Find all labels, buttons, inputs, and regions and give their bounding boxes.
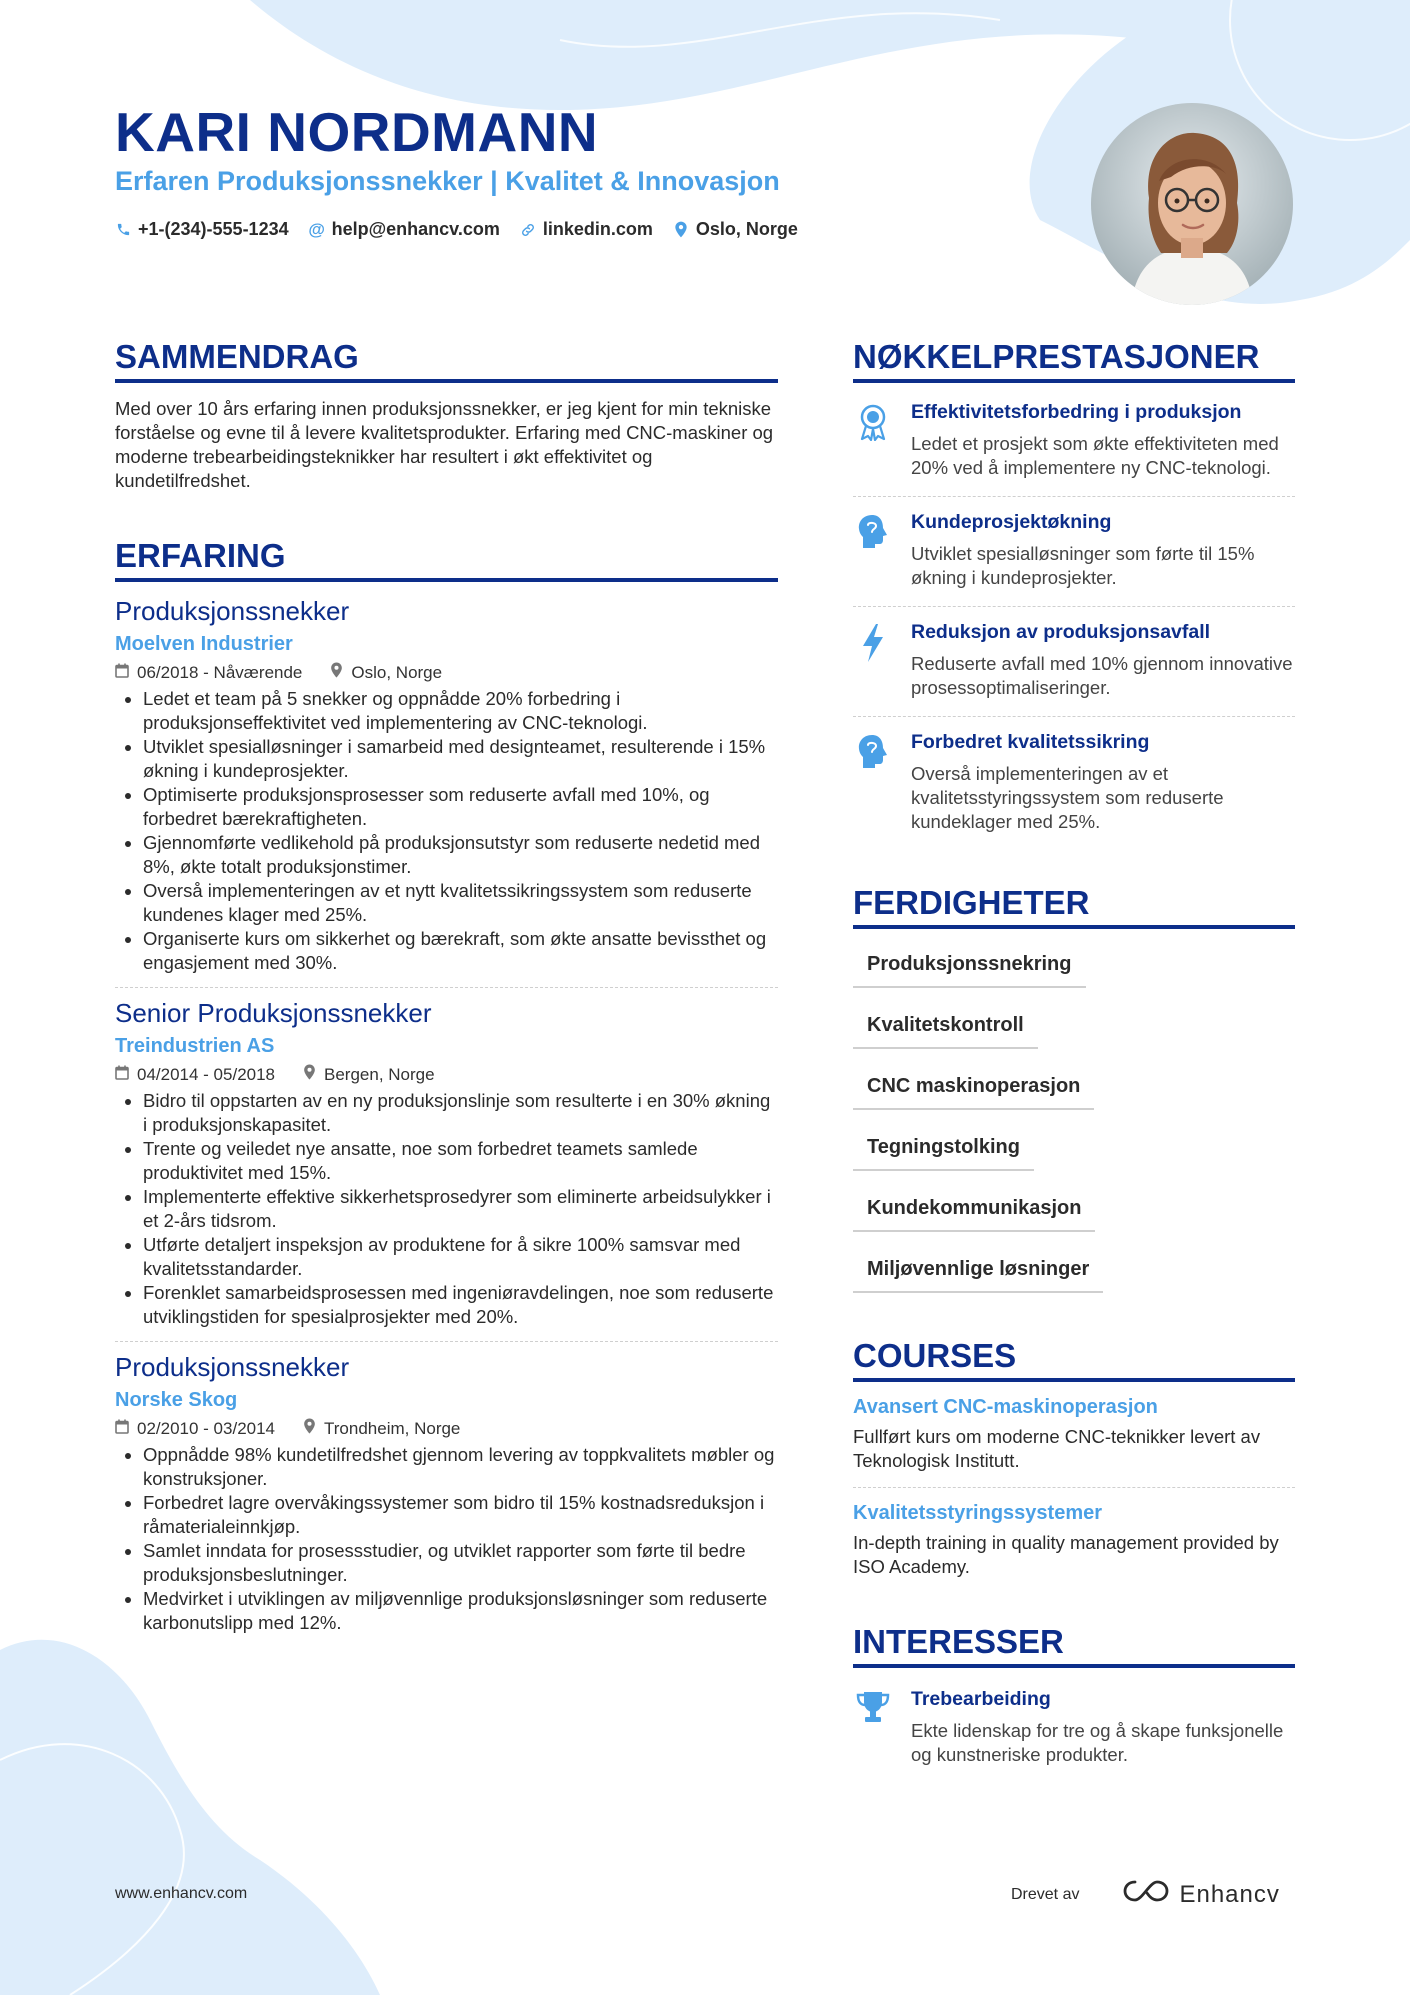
job-bullets xyxy=(115,687,778,975)
calendar-icon xyxy=(115,663,129,683)
achievement-desc: Ledet et prosjekt som økte effektiviteten med 20% ved å implementere ny CNC-teknologi. xyxy=(911,433,1279,478)
profile-photo xyxy=(1091,103,1293,305)
courses-section xyxy=(853,1337,1295,1593)
experience-section xyxy=(115,537,778,1647)
location-pin-icon xyxy=(303,1418,316,1439)
job-dates-text: 02/2010 - 03/2014 xyxy=(137,1418,276,1438)
head-idea-icon xyxy=(853,731,893,834)
infinity-logo-icon xyxy=(1123,1878,1169,1911)
job-title: Senior Produksjonssnekker xyxy=(115,998,432,1028)
job-bullet: • Oppnådde 98% kundetilfredshet gjennom levering av toppkvalitets møbler og konstruksjoner. xyxy=(143,1443,778,1491)
skill-tag: Tegningstolking xyxy=(853,1126,1034,1171)
job-bullet: • Bidro til oppstarten av en ny produksjonslinje som resulterte i en 30% økning i produksjonskapasitet. xyxy=(143,1089,778,1137)
course-desc: Fullført kurs om moderne CNC-teknikker levert av Teknologisk Institutt. xyxy=(853,1426,1261,1471)
contact-email[interactable] xyxy=(309,219,500,240)
job-company: Norske Skog xyxy=(115,1389,238,1411)
job-bullets xyxy=(115,1089,778,1329)
job-company: Treindustrien AS xyxy=(115,1035,275,1057)
achievement-title: Forbedret kvalitetssikring xyxy=(911,731,1150,753)
interest-title: Trebearbeiding xyxy=(911,1688,1051,1710)
achievement-item xyxy=(853,717,1295,850)
course-item xyxy=(853,1487,1295,1593)
contact-phone[interactable] xyxy=(115,219,289,240)
location-pin-icon xyxy=(303,1064,316,1085)
email-text: help@enhancv.com xyxy=(331,219,500,239)
course-desc: In-depth training in quality management provided by ISO Academy. xyxy=(853,1532,1279,1577)
achievement-title: Kundeprosjektøkning xyxy=(911,511,1112,533)
job-location-text: Trondheim, Norge xyxy=(324,1418,461,1438)
interests-section xyxy=(853,1623,1295,1783)
job-bullet: • Organiserte kurs om sikkerhet og bærekraft, som økte ansatte bevissthet og engasjement med 30%. xyxy=(143,927,778,975)
achievement-title: Effektivitetsforbedring i produksjon xyxy=(911,401,1242,423)
achievements-title: NØKKELPRESTASJONER xyxy=(853,338,1295,383)
job-bullet: • Trente og veiledet nye ansatte, noe som forbedret teamets samlede produktivitet med 15%. xyxy=(143,1137,778,1185)
skills-title: FERDIGHETER xyxy=(853,884,1295,929)
trophy-icon xyxy=(853,1688,893,1767)
job-company: Moelven Industrier xyxy=(115,633,293,655)
job-bullet: • Utviklet spesialløsninger i samarbeid med designteamet, resulterende i 15% økning i kundeprosjekter. xyxy=(143,735,778,783)
at-icon: @ xyxy=(308,219,325,239)
job-entry xyxy=(115,596,778,987)
summary-text: Med over 10 års erfaring innen produksjonssnekker, er jeg kjent for min tekniske forståelse og evne til å levere kvalitetsprodukter. Erfaring med CNC-maskiner og moderne trebearbeidingsteknikker har resultert i økt effektivitet og kundetilfredshet. xyxy=(115,398,774,491)
job-bullet: • Samlet inndata for prosessstudier, og utviklet rapporter som førte til bedre produksjonsbeslutninger. xyxy=(143,1539,778,1587)
achievement-body xyxy=(911,621,1295,700)
achievement-item xyxy=(853,387,1295,497)
calendar-icon xyxy=(115,1419,129,1439)
enhancv-logo[interactable] xyxy=(1123,1878,1279,1911)
achievement-desc: Overså implementeringen av et kvalitetsstyringssystem som reduserte kundeklager med 25%. xyxy=(911,763,1224,832)
skill-tag: Produksjonssnekring xyxy=(853,943,1086,988)
achievement-body xyxy=(911,731,1295,834)
candidate-headline: Erfaren Produksjonssnekker | Kvalitet & Innovasjon xyxy=(115,166,780,196)
contact-linkedin[interactable] xyxy=(520,219,653,240)
job-bullet: • Forbedret lagre overvåkingssystemer som bidro til 15% kostnadsreduksjon i råmaterialeinnkjøp. xyxy=(143,1491,778,1539)
calendar-icon xyxy=(115,1065,129,1085)
job-bullet: • Optimiserte produksjonsprosesser som reduserte avfall med 10%, og forbedret bærekraftigheten. xyxy=(143,783,778,831)
course-title: Avansert CNC-maskinoperasjon xyxy=(853,1396,1158,1418)
achievement-desc: Utviklet spesialløsninger som førte til 15% økning i kundeprosjekter. xyxy=(911,543,1255,588)
job-location xyxy=(330,662,442,683)
award-ribbon-icon xyxy=(853,401,893,480)
job-dates xyxy=(115,1419,275,1439)
job-title: Produksjonssnekker xyxy=(115,1352,350,1382)
location-pin-icon xyxy=(330,662,343,683)
job-meta xyxy=(115,1064,778,1085)
interest-body xyxy=(911,1688,1295,1767)
achievement-item xyxy=(853,607,1295,717)
interests-title: INTERESSER xyxy=(853,1623,1295,1668)
job-bullet: • Ledet et team på 5 snekker og oppnådde 20% forbedring i produksjonseffektivitet ved implementering av CNC-teknologi. xyxy=(143,687,778,735)
achievement-body xyxy=(911,401,1295,480)
course-title: Kvalitetsstyringssystemer xyxy=(853,1502,1103,1524)
job-bullet: • Gjennomførte vedlikehold på produksjonsutstyr som reduserte nedetid med 8%, økte totalt produksjonstimer. xyxy=(143,831,778,879)
skills-list xyxy=(853,943,1295,1309)
job-entry xyxy=(115,987,778,1341)
lightning-bolt-icon xyxy=(853,621,893,700)
job-bullet: • Forenklet samarbeidsprosessen med ingeniøravdelingen, noe som reduserte utviklingstiden for spesialprosjekter med 20%. xyxy=(143,1281,778,1329)
job-location xyxy=(303,1064,435,1085)
job-dates-text: 06/2018 - Nåværende xyxy=(137,662,303,682)
left-column xyxy=(115,338,778,1647)
job-dates xyxy=(115,1065,275,1085)
job-location xyxy=(303,1418,460,1439)
skill-tag: Miljøvennlige løsninger xyxy=(853,1248,1103,1293)
contact-location xyxy=(673,219,798,240)
location-text: Oslo, Norge xyxy=(695,219,798,239)
skills-section xyxy=(853,884,1295,1309)
achievement-body xyxy=(911,511,1295,590)
job-bullet: • Medvirket i utviklingen av miljøvennlige produksjonsløsninger som reduserte karbonutslipp med 12%. xyxy=(143,1587,778,1635)
job-location-text: Bergen, Norge xyxy=(324,1064,435,1084)
interest-item xyxy=(853,1674,1295,1783)
job-bullet: • Overså implementeringen av et nytt kvalitetssikringssystem som reduserte kundenes klager med 25%. xyxy=(143,879,778,927)
achievement-title: Reduksjon av produksjonsavfall xyxy=(911,621,1211,643)
interest-desc: Ekte lidenskap for tre og å skape funksjonelle og kunstneriske produkter. xyxy=(911,1720,1284,1765)
job-dates-text: 04/2014 - 05/2018 xyxy=(137,1064,276,1084)
head-idea-icon xyxy=(853,511,893,590)
courses-title: COURSES xyxy=(853,1337,1295,1382)
phone-text: +1-(234)-555-1234 xyxy=(138,219,289,239)
contact-bar xyxy=(115,219,798,240)
achievements-section xyxy=(853,338,1295,850)
skill-tag: Kvalitetskontroll xyxy=(853,1004,1038,1049)
job-bullet: • Implementerte effektive sikkerhetsprosedyrer som eliminerte arbeidsulykker i et 2-års tidsrom. xyxy=(143,1185,778,1233)
job-dates xyxy=(115,663,302,683)
achievement-item xyxy=(853,497,1295,607)
phone-icon xyxy=(115,222,131,238)
job-meta xyxy=(115,1418,778,1439)
brand-name: Enhancv xyxy=(1179,1880,1280,1908)
job-title: Produksjonssnekker xyxy=(115,596,350,626)
linkedin-text: linkedin.com xyxy=(542,219,653,239)
powered-by-text: Drevet av xyxy=(1011,1885,1080,1903)
right-column xyxy=(853,338,1295,1783)
skill-tag: Kundekommunikasjon xyxy=(853,1187,1095,1232)
link-icon xyxy=(520,222,536,238)
experience-title: ERFARING xyxy=(115,537,778,582)
job-location-text: Oslo, Norge xyxy=(351,662,443,682)
summary-section xyxy=(115,338,778,493)
course-item xyxy=(853,1394,1295,1487)
location-icon xyxy=(673,222,689,238)
footer-branding xyxy=(1011,1878,1280,1911)
skill-tag: CNC maskinoperasjon xyxy=(853,1065,1094,1110)
job-meta xyxy=(115,662,778,683)
job-entry xyxy=(115,1341,778,1647)
summary-title: SAMMENDRAG xyxy=(115,338,778,383)
achievement-desc: Reduserte avfall med 10% gjennom innovative prosessoptimaliseringer. xyxy=(911,653,1293,698)
job-bullets xyxy=(115,1443,778,1635)
candidate-name: KARI NORDMANN xyxy=(115,101,599,163)
job-bullet: • Utførte detaljert inspeksjon av produktene for å sikre 100% samsvar med kvalitetsstandarder. xyxy=(143,1233,778,1281)
footer-website[interactable]: www.enhancv.com xyxy=(115,1885,248,1902)
